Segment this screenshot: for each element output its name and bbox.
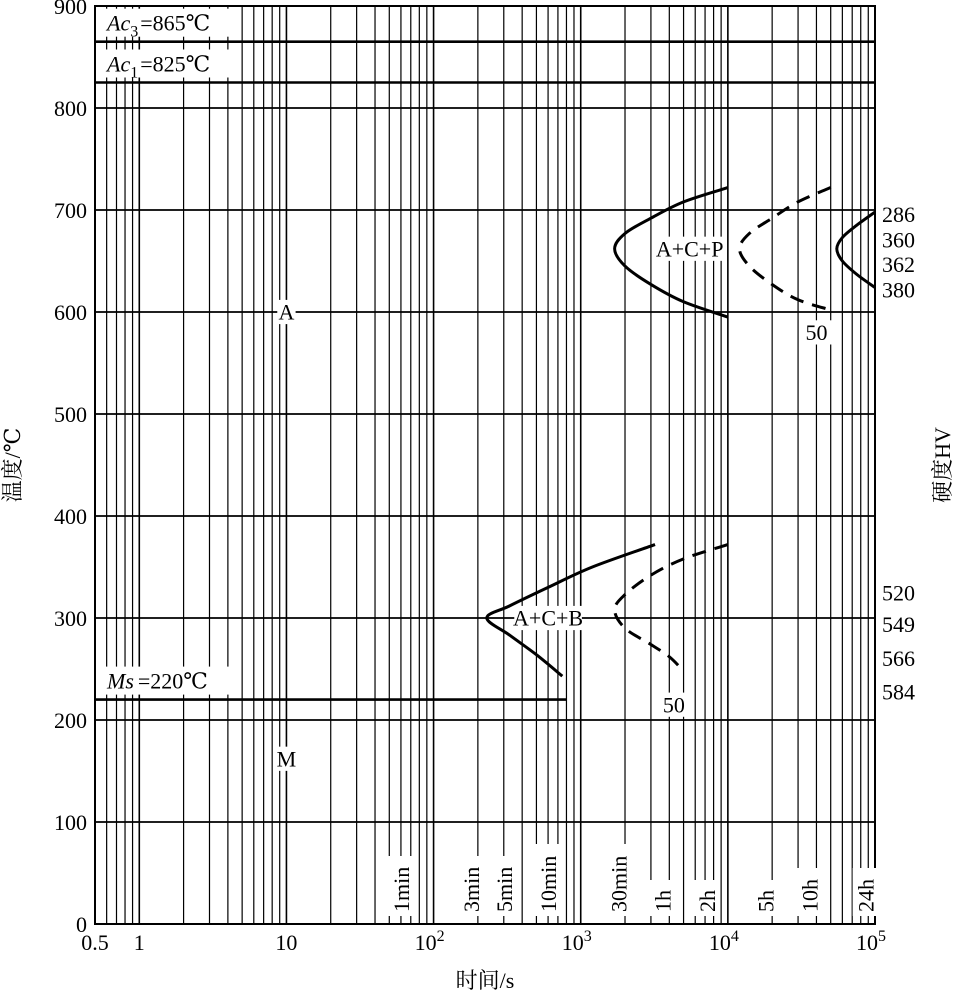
- y-tick-label: 400: [54, 504, 87, 529]
- reference-label-ms: Ms =220℃: [107, 668, 208, 694]
- reference-label-ac1: $Ac_1=825℃$: [107, 51, 211, 82]
- y-tick-label: 700: [54, 198, 87, 223]
- right-axis-label: 硬度HV: [930, 427, 955, 503]
- time-marker-label: 10h: [797, 879, 823, 912]
- y-tick-label: 0: [76, 912, 87, 937]
- x-tick-label: 10: [275, 930, 298, 955]
- time-marker-label: 1min: [388, 866, 414, 912]
- y-tick-label: 600: [54, 300, 87, 325]
- region-label: M: [276, 746, 297, 772]
- region-label: 50: [805, 320, 828, 346]
- region-label: A+C+B: [513, 605, 584, 631]
- hardness-label: 566: [882, 645, 915, 671]
- y-tick-label: 100: [54, 810, 87, 835]
- region-label: 50: [662, 692, 685, 718]
- y-tick-label: 300: [54, 606, 87, 631]
- x-tick-label: $10^5$: [856, 928, 886, 955]
- hardness-label: 549: [882, 612, 915, 638]
- y-tick-label: 900: [54, 0, 87, 19]
- time-marker-label: 30min: [606, 855, 632, 912]
- hardness-label: 380: [882, 277, 915, 303]
- time-marker-label: 1h: [650, 890, 676, 912]
- y-tick-label: 500: [54, 402, 87, 427]
- time-marker-label: 2h: [694, 890, 720, 912]
- time-marker-label: 5min: [491, 866, 517, 912]
- hardness-label: 286: [882, 202, 915, 228]
- x-tick-label: $10^3$: [561, 928, 592, 955]
- time-marker-label: 3min: [459, 866, 485, 912]
- hardness-label: 360: [882, 227, 915, 253]
- reference-label-ac3: $Ac_3=865℃$: [107, 10, 211, 41]
- x-axis-label: 时间/s: [455, 968, 515, 993]
- y-axis-label: 温度/℃: [0, 427, 25, 503]
- x-tick-label: 0.5: [81, 930, 109, 955]
- x-tick-label: $10^2$: [414, 928, 445, 955]
- y-tick-label: 800: [54, 96, 87, 121]
- region-label: A+C+P: [655, 236, 724, 262]
- time-marker-label: 10min: [536, 855, 562, 912]
- hardness-label: 584: [882, 679, 915, 705]
- y-tick-label: 200: [54, 708, 87, 733]
- hardness-label: 520: [882, 580, 915, 606]
- time-marker-label: 5h: [753, 890, 779, 912]
- x-tick-label: $10^4$: [708, 928, 739, 955]
- hardness-label: 362: [882, 252, 915, 278]
- region-label: A: [278, 299, 295, 325]
- time-marker-label: 24h: [853, 879, 879, 912]
- x-tick-label: 1: [133, 930, 145, 955]
